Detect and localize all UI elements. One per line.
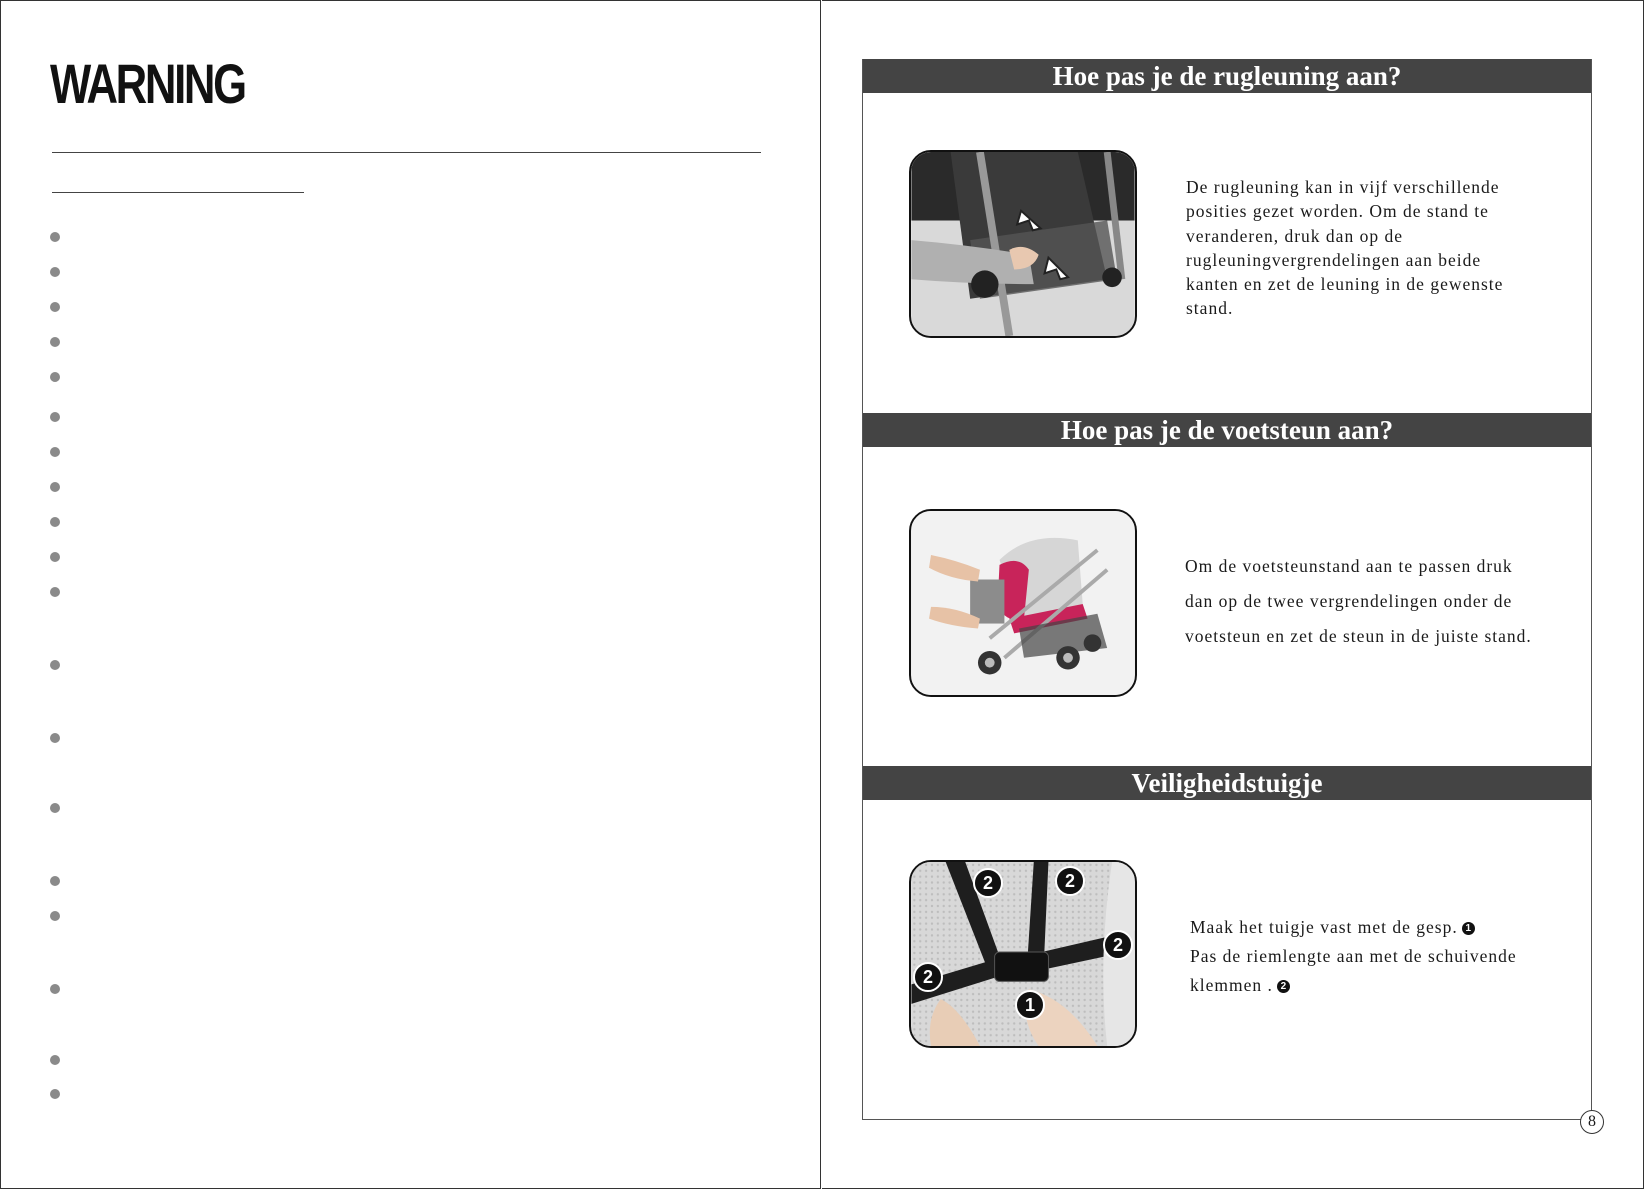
bullet-point bbox=[50, 412, 60, 422]
bullet-point bbox=[50, 372, 60, 382]
section-heading-backrest: Hoe pas je de rugleuning aan? bbox=[863, 59, 1591, 93]
bullet-point bbox=[50, 337, 60, 347]
photo-marker: 1 bbox=[1015, 990, 1045, 1020]
bullet-point bbox=[50, 984, 60, 994]
warning-title: WARNING bbox=[50, 52, 245, 115]
paragraph-line: Om de voetsteunstand aan te passen druk bbox=[1185, 556, 1513, 576]
photo-marker: 2 bbox=[973, 868, 1003, 898]
photo-marker: 2 bbox=[1103, 930, 1133, 960]
bullet-point bbox=[50, 803, 60, 813]
bullet-point bbox=[50, 876, 60, 886]
bullet-point bbox=[50, 232, 60, 242]
bullet-point bbox=[50, 1055, 60, 1065]
harness-instructions bbox=[1190, 913, 1517, 1000]
bullet-point bbox=[50, 267, 60, 277]
bullet-point bbox=[50, 447, 60, 457]
footrest-instructions bbox=[1185, 549, 1532, 654]
paragraph-line: veranderen, druk dan op de bbox=[1186, 225, 1403, 246]
photo-marker: 2 bbox=[1055, 866, 1085, 896]
bullet-point bbox=[50, 1089, 60, 1099]
paragraph-line: Pas de riemlengte aan met de schuivende bbox=[1190, 946, 1517, 966]
paragraph-line: klemmen . 2 bbox=[1190, 971, 1517, 1000]
footrest-adjust-photo bbox=[909, 509, 1137, 697]
backrest-adjust-photo bbox=[909, 150, 1137, 338]
paragraph-line: stand. bbox=[1186, 298, 1234, 319]
bullet-point bbox=[50, 911, 60, 921]
paragraph-line: kanten en zet de leuning in de gewenste bbox=[1186, 274, 1504, 295]
bullet-point bbox=[50, 517, 60, 527]
paragraph-line: posities gezet worden. Om de stand te bbox=[1186, 201, 1489, 222]
paragraph-line: voetsteun en zet de steun in de juiste stand. bbox=[1185, 626, 1532, 646]
backrest-instructions bbox=[1186, 175, 1503, 321]
bullet-point bbox=[50, 587, 60, 597]
left-page bbox=[0, 0, 821, 1189]
bullet-point bbox=[50, 482, 60, 492]
bullet-point bbox=[50, 552, 60, 562]
photo-marker: 2 bbox=[913, 962, 943, 992]
paragraph-line: rugleuningvergrendelingen aan beide bbox=[1186, 249, 1482, 270]
paragraph-line: De rugleuning kan in vijf verschillende bbox=[1186, 177, 1500, 197]
divider-line-short bbox=[52, 192, 304, 193]
paragraph-line: dan op de twee vergrendelingen onder de bbox=[1185, 591, 1513, 611]
harness-photo bbox=[909, 860, 1137, 1048]
bullet-point bbox=[50, 733, 60, 743]
bullet-point bbox=[50, 660, 60, 670]
step-marker-1: 1 bbox=[1462, 922, 1475, 935]
section-heading-harness: Veiligheidstuigje bbox=[863, 766, 1591, 800]
page-number: 8 bbox=[1580, 1110, 1604, 1134]
section-heading-footrest: Hoe pas je de voetsteun aan? bbox=[863, 413, 1591, 447]
step-marker-2: 2 bbox=[1277, 980, 1290, 993]
paragraph-line: Maak het tuigje vast met de gesp. 1 bbox=[1190, 913, 1517, 942]
divider-line bbox=[52, 152, 761, 153]
bullet-point bbox=[50, 302, 60, 312]
